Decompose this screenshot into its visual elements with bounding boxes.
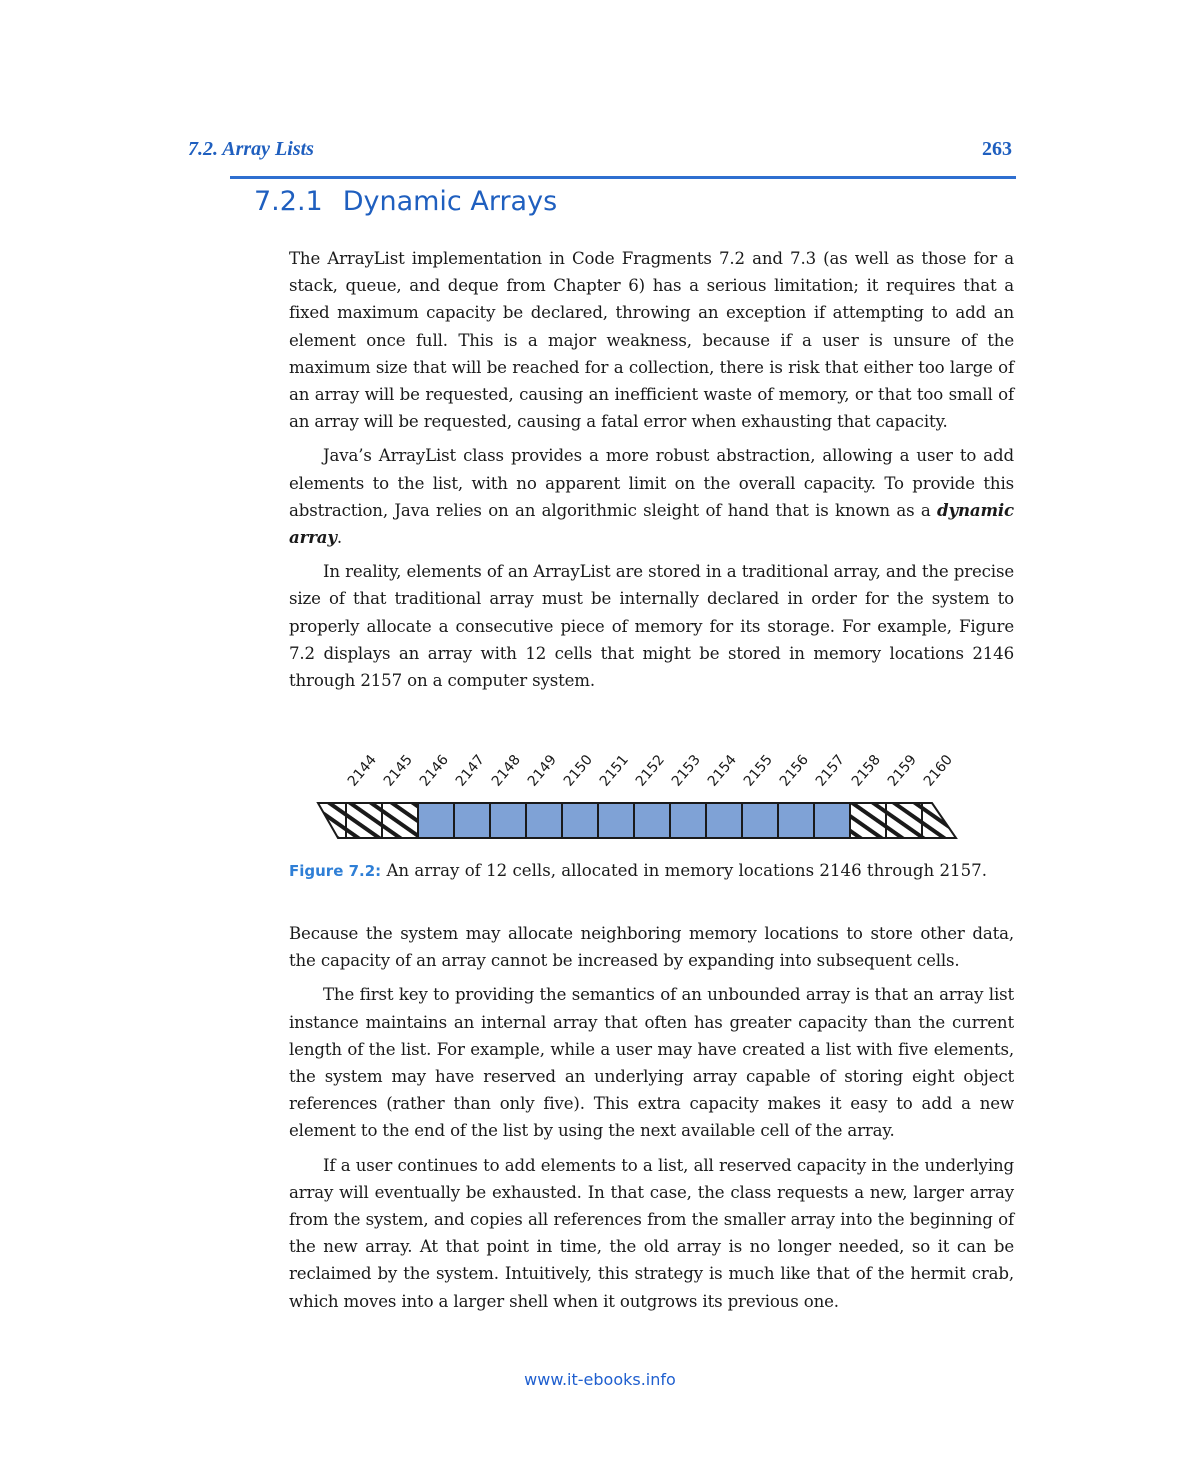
array-cell (634, 803, 670, 838)
paragraph-4: Because the system may allocate neighboring memory locations to store other data, the capacity of an array cannot be increased by expanding into subsequent cells. (289, 924, 1014, 971)
body-text-bottom (289, 920, 1014, 1322)
running-head-title: 7.2. Array Lists (188, 138, 314, 160)
array-cell (418, 803, 454, 838)
term-dynamic-array: dynamic array (289, 499, 1014, 548)
page-number: 263 (982, 138, 1012, 160)
unavailable-memory-cell (922, 803, 956, 838)
memory-address-label: 2146 (416, 751, 452, 790)
memory-array-diagram (310, 748, 1010, 848)
section-title: Dynamic Arrays (342, 186, 558, 217)
array-cell (490, 803, 526, 838)
paragraph-6: If a user continues to add elements to a list, all reserved capacity in the underlying array will eventually be exhausted. In that case, the class requests a new, larger array from the system, and copies all references from the smaller array into the beginning of the new array. At that point in time, the old array is no longer needed, so it can be reclaimed by the system. Intuitively, this strategy is much like that of the hermit crab, which moves into a larger shell when it outgrows its previous one. (289, 1155, 1014, 1311)
figure-label: Figure 7.2: (289, 862, 382, 880)
memory-array-figure (310, 748, 1010, 848)
array-cell (598, 803, 634, 838)
array-cell (742, 803, 778, 838)
memory-address-label: 2154 (704, 751, 740, 790)
array-cell (454, 803, 490, 838)
memory-address-label: 2148 (488, 751, 524, 790)
paragraph-2-end: . (336, 528, 343, 548)
array-cell (814, 803, 850, 838)
array-cell (562, 803, 598, 838)
array-cell (778, 803, 814, 838)
memory-address-label: 2151 (596, 751, 632, 790)
paragraph-2-lead: Java’s ArrayList class provides a more robust abstraction, allowing a user to add elements to the list, with no apparent limit on the overall capacity. To provide this abstraction, Java relies on an algorithmic sleight of hand that is known as a (289, 446, 1014, 520)
memory-address-label: 2144 (344, 751, 380, 790)
unavailable-memory-cell (850, 803, 886, 838)
paragraph-3: In reality, elements of an ArrayList are stored in a traditional array, and the precise size of that traditional array must be internally declared in order for the system to properly allocate a consecutive piece of memory for its storage. For example, Figure 7.2 displays an array with 12 cells that might be stored in memory locations 2146 through 2157 on a computer system. (289, 562, 1014, 691)
section-number: 7.2.1 (254, 186, 323, 217)
memory-address-label: 2157 (812, 751, 848, 790)
body-text-top (289, 245, 1014, 701)
memory-address-label: 2150 (560, 751, 596, 790)
array-cell (526, 803, 562, 838)
figure-caption (289, 858, 1014, 884)
running-head (188, 136, 1014, 166)
section-heading (254, 186, 557, 217)
unavailable-memory-cell (346, 803, 382, 838)
header-rule (230, 176, 1016, 179)
left-torn-edge (318, 803, 346, 838)
memory-address-label: 2147 (452, 751, 488, 790)
memory-address-label: 2155 (740, 751, 776, 790)
array-cell (670, 803, 706, 838)
memory-address-label: 2160 (920, 751, 956, 790)
unavailable-memory-cell (382, 803, 418, 838)
memory-address-label: 2156 (776, 751, 812, 790)
memory-address-label: 2152 (632, 751, 668, 790)
figure-caption-text: An array of 12 cells, allocated in memory locations 2146 through 2157. (381, 861, 987, 880)
memory-address-label: 2149 (524, 751, 560, 790)
memory-address-label: 2159 (884, 751, 920, 790)
footer-link[interactable]: www.it-ebooks.info (524, 1370, 676, 1389)
paragraph-2 (289, 442, 1014, 551)
memory-address-label: 2153 (668, 751, 704, 790)
memory-address-label: 2145 (380, 751, 416, 790)
memory-address-label: 2158 (848, 751, 884, 790)
array-cell (706, 803, 742, 838)
unavailable-memory-cell (886, 803, 922, 838)
paragraph-1: The ArrayList implementation in Code Fragments 7.2 and 7.3 (as well as those for a stack, queue, and deque from Chapter 6) has a serious limitation; it requires that a fixed maximum capacity be declared, throwing an exception if attempting to add an element once full. This is a major weakness, because if a user is unsure of the maximum size that will be reached for a collection, there is risk that either too large of an array will be requested, causing an inefficient waste of memory, or that too small of an array will be requested, causing a fatal error when exhausting that capacity. (289, 249, 1014, 432)
paragraph-5: The first key to providing the semantics of an unbounded array is that an array list instance maintains an internal array that often has greater capacity than the current length of the list. For example, while a user may have created a list with five elements, the system may have reserved an underlying array capable of storing eight object references (rather than only five). This extra capacity makes it easy to add a new element to the end of the list by using the next available cell of the array. (289, 985, 1014, 1141)
